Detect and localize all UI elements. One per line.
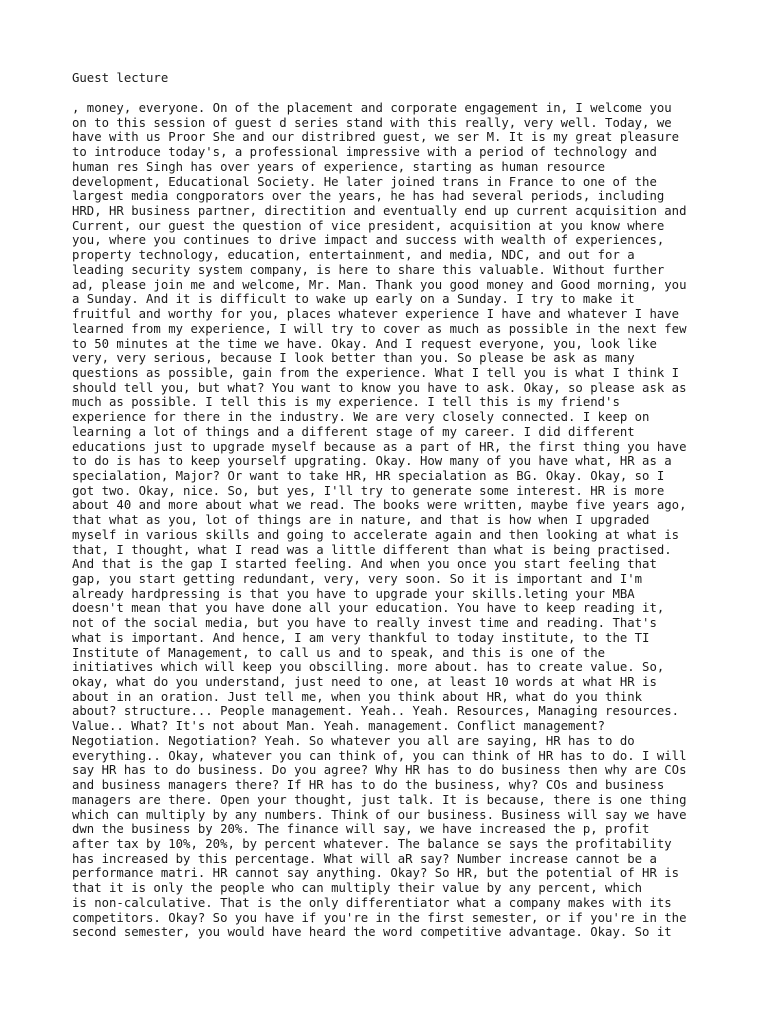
transcript-line: specialation, Major? Or want to take HR, HR specialation as BG. Okay. Okay, so I (72, 468, 665, 483)
transcript-line: what is important. And hence, I am very thankful to today institute, to the TI (72, 630, 650, 645)
transcript-line: have with us Proor She and our distribred guest, we ser M. It is my great pleasure (72, 130, 680, 145)
transcript-line: human res Singh has over years of experience, starting as human resource (72, 159, 606, 174)
transcript-line: educations just to upgrade myself because as a part of HR, the first thing you have (72, 439, 687, 454)
transcript-line: questions as possible, gain from the experience. What I tell you is what I think I (72, 365, 680, 380)
transcript-line: learned from my experience, I will try to cover as much as possible in the next few (72, 321, 687, 336)
transcript-line: you, where you continues to drive impact and success with wealth of experiences, (72, 233, 665, 248)
transcript-line: managers are there. Open your thought, just talk. It is because, there is one thing (72, 792, 687, 807)
transcript-line: initiatives which will keep you obscilling. more about. has to create value. So, (72, 660, 665, 675)
transcript-line: that, I thought, what I read was a little different than what is being practised. (72, 542, 672, 557)
transcript-line: gap, you start getting redundant, very, very soon. So it is important and I'm (72, 572, 643, 586)
transcript-line: HRD, HR business partner, directition and eventually end up current acquisition and (72, 204, 687, 219)
transcript-line: very, very serious, because I look better than you. So please be ask as many (72, 351, 635, 366)
transcript-line: already hardpressing is that you have to upgrade your skills.leting your MBA (72, 586, 635, 601)
transcript-line: Current, our guest the question of vice president, acquisition at you know where (72, 218, 665, 233)
transcript-line: is non-calculative. That is the only differentiator what a company makes with its (72, 895, 672, 910)
transcript-line: everything.. Okay, whatever you can think of, you can think of HR has to do. I will (72, 748, 687, 763)
transcript-line: and business managers there? If HR has to do the business, why? COs and business (72, 778, 665, 793)
transcript-line: second semester, you would have heard the word competitive advantage. Okay. So it (72, 925, 672, 940)
transcript-line: to 50 minutes at the time we have. Okay. And I request everyone, you, look like (72, 336, 657, 351)
transcript-line: about? structure... People management. Yeah.. Yeah. Resources, Managing resources. (72, 704, 680, 719)
transcript-line: performance matri. HR cannot say anything. Okay? So HR, but the potential of HR is (72, 866, 680, 881)
transcript-line: doesn't mean that you have done all your education. You have to keep reading it, (72, 601, 665, 616)
transcript-line: say HR has to do business. Do you agree? Why HR has to do business then why are COs (72, 763, 687, 778)
transcript-line: got two. Okay, nice. So, but yes, I'll try to generate some interest. HR is more (72, 483, 665, 498)
transcript-line: about in an oration. Just tell me, when you think about HR, what do you think (72, 689, 643, 704)
transcript-line: learning a lot of things and a different stage of my career. I did different (72, 424, 635, 439)
transcript-line: Value.. What? It's not about Man. Yeah. management. Conflict management? (72, 719, 606, 734)
transcript-line: that it is only the people who can multiply their value by any percent, which (72, 881, 643, 896)
transcript-line: a Sunday. And it is difficult to wake up early on a Sunday. I try to make it (72, 292, 635, 307)
transcript-line: property technology, education, entertainment, and media, NDC, and out for a (72, 248, 635, 263)
transcript-line: development, Educational Society. He later joined trans in France to one of the (72, 174, 657, 189)
document-title: Guest lecture (72, 71, 169, 85)
transcript-line: has increased by this percentage. What will aR say? Number increase cannot be a (72, 851, 657, 866)
transcript-line: to do is has to keep yourself upgrating. Okay. How many of you have what, HR as a (72, 454, 672, 469)
transcript-line: dwn the business by 20%. The finance will say, we have increased the p, profit (72, 822, 650, 837)
transcript-line: And that is the gap I started feeling. And when you once you start feeling that (72, 557, 657, 572)
transcript-line: on to this session of guest d series stand with this really, very well. Today, we (72, 115, 672, 130)
transcript-line: not of the social media, but you have to really invest time and reading. That's (72, 616, 657, 631)
transcript-line: after tax by 10%, 20%, by percent whatever. The balance se says the profitability (72, 836, 672, 851)
transcript-line: which can multiply by any numbers. Think of our business. Business will say we have (72, 807, 687, 822)
transcript-line: should tell you, but what? You want to know you have to ask. Okay, so please ask as (72, 380, 687, 395)
transcript-line: , money, everyone. On of the placement and corporate engagement in, I welcome you (72, 101, 672, 115)
transcript-line: Institute of Management, to call us and to speak, and this is one of the (72, 645, 606, 660)
transcript-line: experience for there in the industry. We are very closely connected. I keep on (72, 410, 650, 425)
transcript-line: okay, what do you understand, just need to one, at least 10 words at what HR is (72, 675, 657, 690)
transcript-line: competitors. Okay? So you have if you're in the first semester, or if you're in the (72, 910, 687, 925)
transcript-line: about 40 and more about what we read. The books were written, maybe five years ago, (72, 498, 687, 513)
transcript-line: fruitful and worthy for you, places whatever experience I have and whatever I have (72, 307, 680, 322)
transcript-line: much as possible. I tell this is my experience. I tell this is my friend's (72, 395, 620, 410)
transcript-line: myself in various skills and going to accelerate again and then looking at what is (72, 527, 680, 542)
transcript-line: leading security system company, is here to share this valuable. Without further (72, 262, 665, 277)
transcript-line: to introduce today's, a professional impressive with a period of technology and (72, 145, 657, 160)
transcript-line: that what as you, lot of things are in nature, and that is how when I upgraded (72, 513, 650, 528)
transcript-line: ad, please join me and welcome, Mr. Man. Thank you good money and Good morning, you (72, 277, 687, 292)
transcript-body (72, 101, 686, 940)
transcript-line: Negotiation. Negotiation? Yeah. So whatever you all are saying, HR has to do (72, 733, 635, 748)
transcript-line: largest media congporators over the years, he has had several periods, including (72, 189, 665, 204)
